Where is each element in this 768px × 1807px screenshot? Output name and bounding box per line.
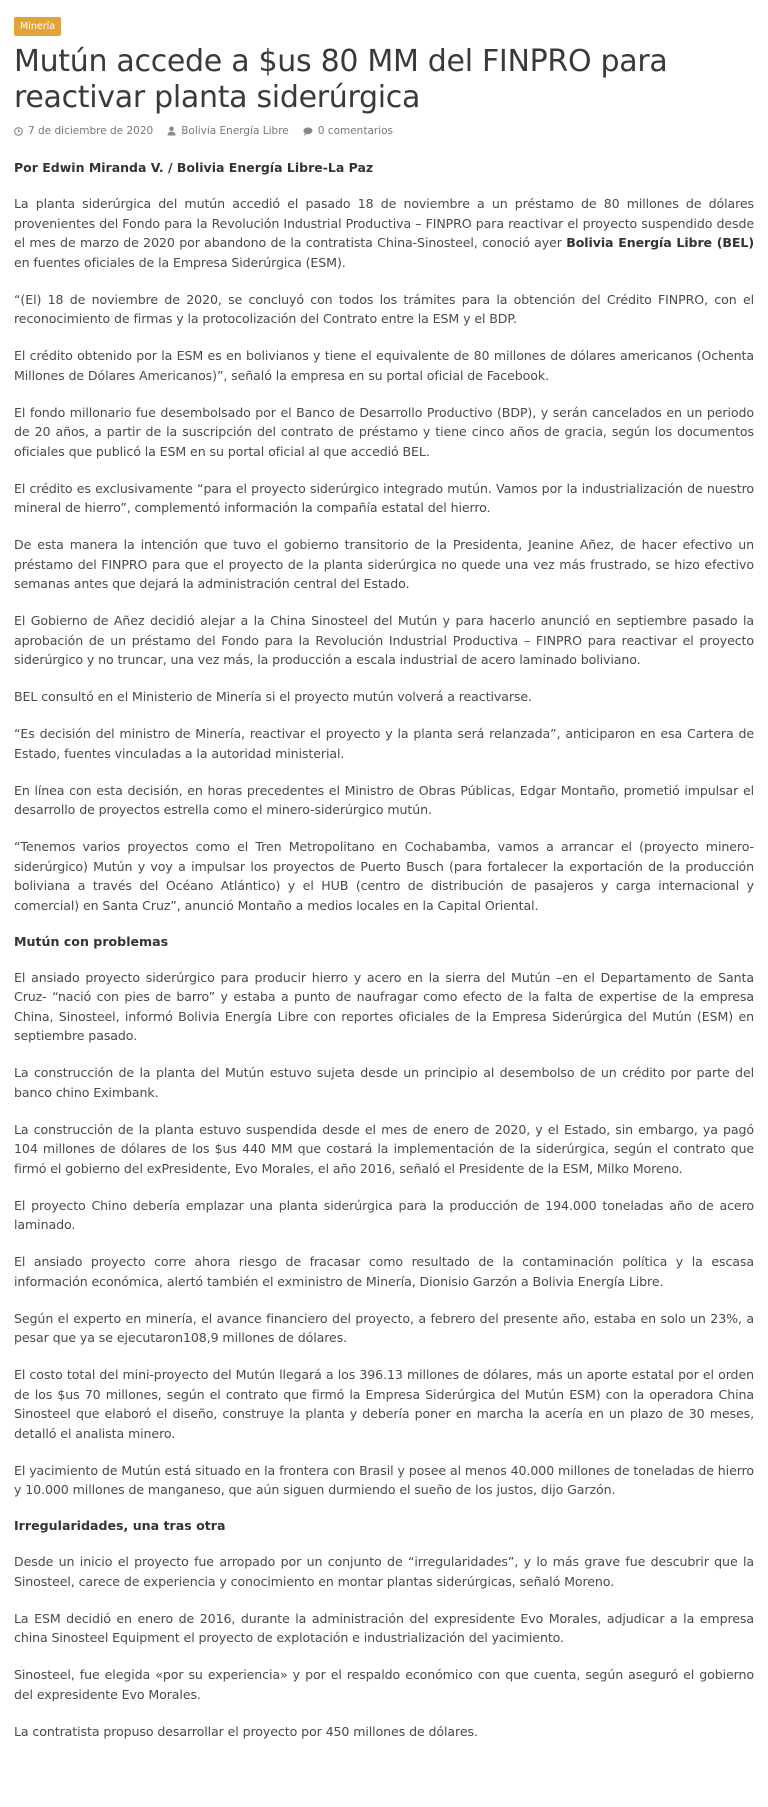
post-author[interactable] [167, 125, 289, 137]
paragraph: El proyecto Chino debería emplazar una planta siderúrgica para la producción de 194.000 toneladas año de acero laminado. [14, 1197, 754, 1232]
section-heading: Irregularidades, una tras otra [14, 1518, 226, 1533]
post-author-text: Bolivia Energía Libre [181, 125, 289, 137]
section-heading: Mutún con problemas [14, 933, 169, 949]
post-date-text: 7 de diciembre de 2020 [28, 125, 154, 137]
paragraph-bold: Bolivia Energía Libre (BEL) [566, 235, 754, 250]
paragraph: El Gobierno de Añez decidió alejar a la China Sinosteel del Mutún y para hacerlo anunció en septiembre pasado la aprobación de un préstamo del Fondo para la Revolución Industrial Productiva – FINPRO para reactivar el proyecto siderúrgico y no truncar, una vez más, la producción a escala industrial de acero laminado boliviano. [14, 613, 754, 667]
paragraph: La construcción de la planta del Mutún estuvo sujeta desde un principio al desembolso de un crédito por parte del banco chino Eximbank. [14, 1065, 754, 1100]
paragraph: El crédito es exclusivamente “para el proyecto siderúrgico integrado mutún. Vamos por la industrialización de nuestro mineral de hierro”, complementó información la compañía estatal del hierro. [14, 480, 754, 515]
clock-icon [14, 127, 23, 136]
category-badge[interactable]: Minería [14, 17, 61, 36]
paragraph: El ansiado proyecto siderúrgico para producir hierro y acero en la sierra del Mutún –en el Departamento de Santa Cruz- “nació con pies de barro” y estaba a punto de naufragar como efecto de la falta de expertise de la empresa China, Sinosteel, informó Bolivia Energía Libre con reportes oficiales de la Empresa Siderúrgica del Mutún (ESM) en septiembre pasado. [14, 969, 754, 1043]
paragraph: El ansiado proyecto corre ahora riesgo de fracasar como resultado de la contaminación política y la escasa información económica, alertó también el exministro de Minería, Dionisio Garzón a Bolivia Energía Libre. [14, 1254, 754, 1289]
paragraph: “(El) 18 de noviembre de 2020, se concluyó con todos los trámites para la obtención del Crédito FINPRO, con el reconocimiento de firmas y la protocolización del Contrato entre la ESM y el BDP. [14, 291, 754, 326]
post-comments[interactable] [303, 125, 393, 137]
paragraph: Sinosteel, fue elegida «por su experiencia» y por el respaldo económico con que cuenta, según aseguró el gobierno del expresidente Evo Morales. [14, 1667, 754, 1702]
paragraph: “Es decisión del ministro de Minería, reactivar el proyecto y la planta será relanzada”, anticiparon en esa Cartera de Estado, fuentes vinculadas a la autoridad ministerial. [14, 726, 754, 761]
post-meta [14, 122, 754, 140]
paragraph: La contratista propuso desarrollar el proyecto por 450 millones de dólares. [14, 1723, 478, 1739]
paragraph: De esta manera la intención que tuvo el gobierno transitorio de la Presidenta, Jeanine Añez, de hacer efectivo un préstamo del FINPRO para que el proyecto de la planta siderúrgica no quede una vez más frustrado, se hizo efectivo semanas antes que dejará la administración central del Estado. [14, 537, 754, 591]
comment-icon [303, 127, 313, 136]
paragraph: La ESM decidió en enero de 2016, durante la administración del expresidente Evo Morales, adjudicar a la empresa china Sinosteel Equipment el proyecto de explotación e industrialización del yacimiento. [14, 1610, 754, 1645]
paragraph: La construcción de la planta estuvo suspendida desde el mes de enero de 2020, y el Estado, sin embargo, ya pagó 104 millones de dólares de los $us 440 MM que costará la implementación de la siderúrgica, según el contrato que firmó el gobierno del exPresidente, Evo Morales, el año 2016, señaló el Presidente de la ESM, Milko Moreno. [14, 1121, 754, 1176]
paragraph-text: La planta siderúrgica del mutún accedió el pasado 18 de noviembre a un préstamo de 80 millones de dólares provenientes del Fondo para la Revolución Industrial Productiva – FINPRO para reactivar el proyecto suspendido desde el mes de marzo de 2020 por abandono de la contratista China-Sinosteel, conoció ayer [14, 196, 754, 250]
paragraph: Según el experto en minería, el avance financiero del proyecto, a febrero del presente año, estaba en solo un 23%, a pesar que ya se ejecutaron108,9 millones de dólares. [14, 1310, 754, 1345]
paragraph: El yacimiento de Mutún está situado en la frontera con Brasil y posee al menos 40.000 millones de toneladas de hierro y 10.000 millones de manganeso, que aún siguen durmiendo el sueño de los justos, dijo Garzón. [14, 1462, 754, 1497]
post-date[interactable] [14, 125, 153, 137]
paragraph: BEL consultó en el Ministerio de Minería si el proyecto mutún volverá a reactivarse. [14, 689, 532, 704]
user-icon [167, 126, 176, 136]
paragraph: El costo total del mini-proyecto del Mutún llegará a los 396.13 millones de dólares, más un aporte estatal por el orden de los $us 70 millones, según el contrato que firmó la Empresa Siderúrgica del Mutún ESM) con la operadora China Sinosteel que elaboró el diseño, construye la planta y debería poner en marcha la acería en un plazo de 30 meses, detalló el analista minero. [14, 1367, 754, 1441]
post-comments-text: 0 comentarios [317, 125, 394, 137]
paragraph: En línea con esta decisión, en horas precedentes el Ministro de Obras Públicas, Edgar Montaño, prometió impulsar el desarrollo de proyectos estrella como el minero-siderúrgico mutún. [14, 782, 754, 817]
paragraph-text: en fuentes oficiales de la Empresa Siderúrgica (ESM). [14, 254, 346, 270]
paragraph: Desde un inicio el proyecto fue arropado por un conjunto de “irregularidades”, y lo más grave fue descubrir que la Sinosteel, carece de experiencia y conocimiento en montar plantas siderúrgicas, señaló Moreno. [14, 1554, 754, 1589]
byline: Por Edwin Miranda V. / Bolivia Energía Libre-La Paz [14, 160, 374, 175]
paragraph: El fondo millonario fue desembolsado por el Banco de Desarrollo Productivo (BDP), y serán cancelados en un periodo de 20 años, a partir de la suscripción del contrato de préstamo y tiene cinco años de gracia, según los documentos oficiales que publicó la ESM en su portal oficial al que accedió BEL. [14, 404, 754, 459]
article-title: Mutún accede a $us 80 MM del FINPRO para reactivar planta siderúrgica [14, 44, 668, 115]
paragraph: “Tenemos varios proyectos como el Tren Metropolitano en Cochabamba, vamos a arrancar el (proyecto minero-siderúrgico) Mutún y voy a impulsar los proyectos de Puerto Busch (para fortalecer la exportación de la producción boliviana a través del Océano Atlántico) y el HUB (centro de distribución de pasajeros y carga internacional y comercial) en Santa Cruz”, anunció Montaño a medios locales en la Capital Oriental. [14, 839, 754, 913]
paragraph: El crédito obtenido por la ESM es en bolivianos y tiene el equivalente de 80 millones de dólares americanos (Ochenta Millones de Dólares Americanos)”, señaló la empresa en su portal oficial de Facebook. [14, 348, 754, 383]
paragraph [14, 194, 754, 272]
